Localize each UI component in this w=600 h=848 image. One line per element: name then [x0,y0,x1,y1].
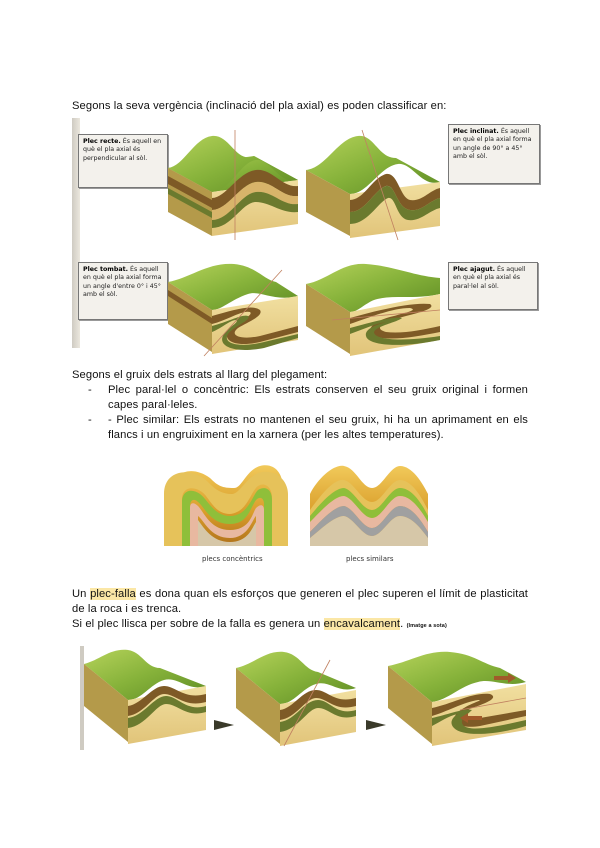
overthrust-stage-3 [388,652,526,746]
p2-before: Si el plec llisca per sobre de la falla es genera un [72,618,324,630]
arrow-right-icon [214,720,234,730]
box-plec-ajagut-title: Plec ajagut. [453,266,496,273]
list-item-text: Plec paral·lel o concèntric: Els estrats conserven el seu gruix original i formen capes paral·leles. [108,384,528,411]
list-item-text: - Plec similar: Els estrats no mantenen el seu gruix, hi ha un aprimament en els flancs i un engruiximent en la xarnera (per les altes temperatures). [108,414,528,441]
box-plec-ajagut [448,262,538,310]
thickness-list [88,383,528,443]
overthrust-stage-2 [236,652,356,746]
box-plec-inclinat [448,124,540,184]
term-encavalcament: encavalcament [323,618,401,630]
box-plec-recte [78,134,168,188]
arrow-right-icon [366,720,386,730]
overthrust-stage-1 [84,650,206,744]
section1-heading: Segons la seva vergència (inclinació del pla axial) es poden classificar en: [72,100,447,112]
box-plec-recte-title: Plec recte. [83,138,121,145]
concentric-folds-illustration [160,458,292,550]
box-plec-inclinat-title: Plec inclinat. [453,128,499,135]
list-bullet: - [88,384,92,396]
term-plec-falla: plec-falla [90,588,136,600]
fold-fault-paragraph [72,587,528,617]
overthrust-sequence-illustration [80,646,528,750]
fold-block-recte [164,128,302,244]
p2-after: . [400,618,404,630]
list-bullet: - [88,414,92,426]
list-item [88,383,528,413]
list-item [88,413,528,443]
p1-before: Un [72,588,91,600]
box-plec-tombat-title: Plec tombat. [83,266,129,273]
fold-block-tombat [164,260,302,360]
image-note: (Imatge a sota) [406,623,447,629]
caption-concentric: plecs concèntrics [202,555,263,563]
similar-folds-illustration [304,458,434,550]
box-plec-ajagut-body: És aquell en què el pla axial és paral·lel al sòl. [453,266,526,290]
box-plec-inclinat-body: És aquell en què el pla axial forma un angle de 90° a 45° amb el sòl. [453,128,532,161]
fold-block-ajagut [302,260,444,360]
fold-block-inclinat [302,128,444,244]
overthrust-paragraph [72,617,528,634]
box-plec-recte-body: És aquell en què el pla axial és perpendicular al sòl. [83,138,162,162]
p1-after: es dona quan els esforços que generen el plec superen el límit de plasticitat de la roca i es trenca. [72,588,528,615]
box-plec-tombat-body: És aquell en què el pla axial forma un angle d'entre 0° i 45° amb el sòl. [83,266,162,299]
section2-heading: Segons el gruix dels estrats al llarg del plegament: [72,369,328,381]
box-plec-tombat [78,262,168,320]
caption-similar: plecs similars [346,555,394,563]
